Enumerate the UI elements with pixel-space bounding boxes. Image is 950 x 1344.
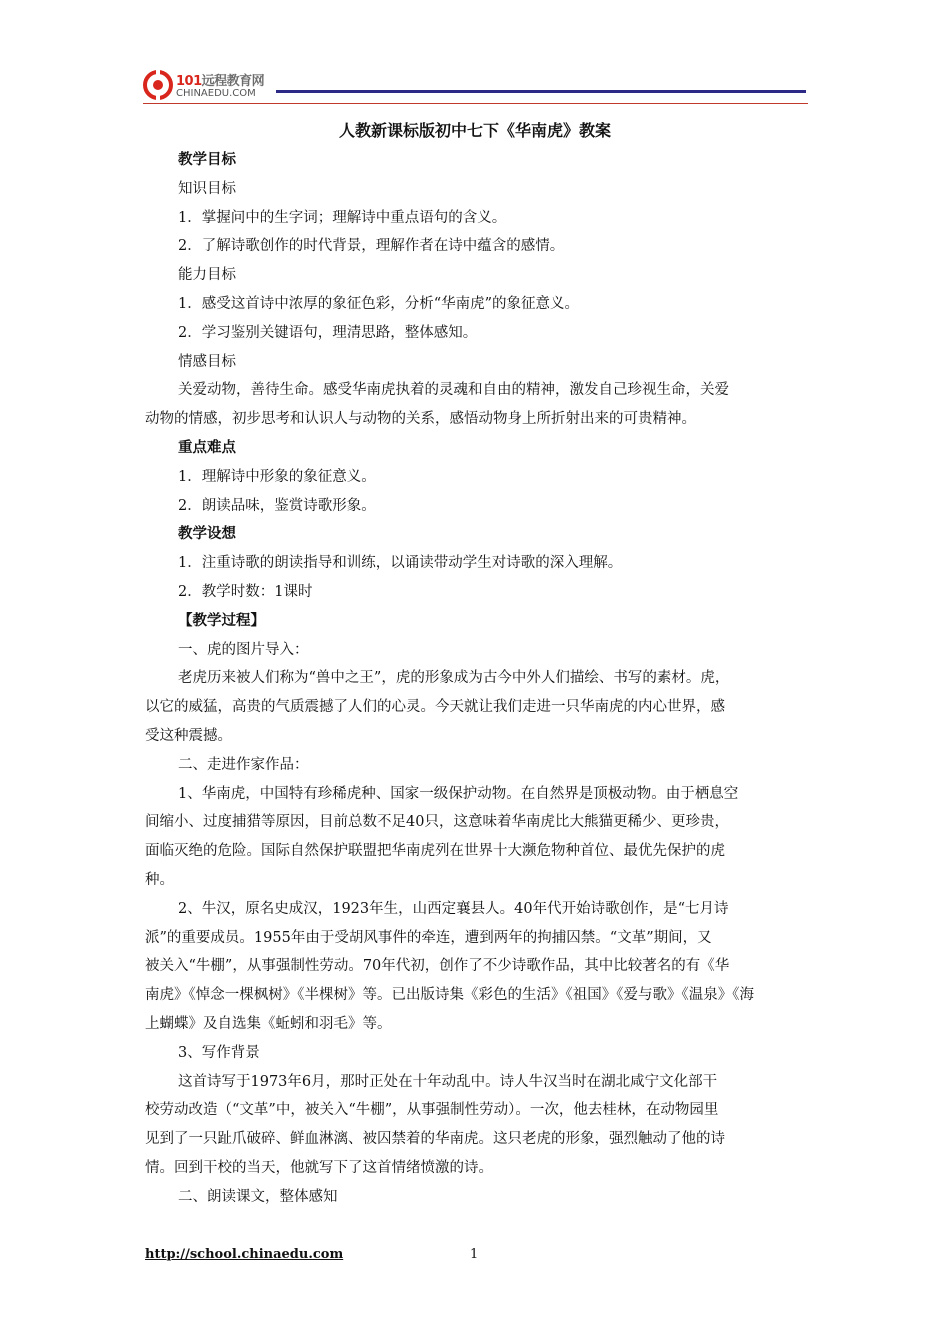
body-line: 1．感受这首诗中浓厚的象征色彩，分析“华南虎”的象征意义。 [178,296,580,312]
section-heading: 教学设想 [178,526,236,543]
page-number: 1 [470,1247,479,1262]
body-line: 派”的重要成员。1955年由于受胡风事件的牵连，遭到两年的拘捕囚禁。“文革”期间，又 [145,929,712,946]
body-line: 2．教学时数：1课时 [178,584,313,600]
body-line: 知识目标 [178,180,236,197]
body-line: 种。 [145,872,174,888]
section-heading: 【教学过程】 [178,612,265,629]
body-line: 情。回到干校的当天，他就写下了这首情绪愤激的诗。 [145,1160,493,1176]
body-line: 间缩小、过度捕猎等原因，目前总数不足40只，这意味着华南虎比大熊猫更稀少、更珍贵， [145,814,729,831]
body-line: 3、写作背景 [178,1044,260,1061]
logo-number: 101 [176,74,202,89]
body-line: 1、华南虎，中国特有珍稀虎种、国家一级保护动物。在自然界是顶极动物。由于栖息空 [178,785,739,802]
body-line: 能力目标 [178,267,236,284]
body-line: 1．理解诗中形象的象征意义。 [178,468,376,485]
body-line: 二、朗读课文，整体感知 [178,1188,338,1205]
body-line: 老虎历来被人们称为“兽中之王”，虎的形象成为古今中外人们描绘、书写的素材。虎， [178,670,730,687]
body-line: 校劳动改造（“文革”中，被关入“牛棚”，从事强制性劳动）。一次，他去桂林，在动物园里 [145,1102,719,1119]
body-line: 2．了解诗歌创作的时代背景，理解作者在诗中蕴含的感情。 [178,238,565,255]
logo-text-en: CHINAEDU.COM [176,88,256,99]
body-line: 二、走进作家作品： [178,756,309,773]
site-header [143,68,808,108]
body-line: 受这种震撼。 [145,728,232,744]
logo-text-cn [176,70,264,89]
body-line: 南虎》《悼念一棵枫树》《半棵树》等。已出版诗集《彩色的生活》《祖国》《爱与歌》《温泉》《海 [145,987,754,1004]
body-line: 关爱动物，善待生命。感受华南虎执着的灵魂和自由的精神，激发自己珍视生命，关爱 [178,382,729,399]
footer-url-link[interactable]: http://school.chinaedu.com [145,1247,344,1262]
body-line: 面临灭绝的危险。国际自然保护联盟把华南虎列在世界十大濒危物种首位、最优先保护的虎 [145,843,725,860]
body-line: 以它的威猛，高贵的气质震撼了人们的心灵。今天就让我们走进一只华南虎的内心世界，感 [145,699,725,716]
section-heading: 重点难点 [178,440,236,456]
body-line: 1．掌握问中的生字词；理解诗中重点语句的含义。 [178,209,507,226]
chinaedu-logo-icon [143,70,173,100]
body-line: 这首诗写于1973年6月，那时正处在十年动乱中。诗人牛汉当时在湖北咸宁文化部干 [178,1073,718,1090]
logo-cn-name: 远程教育网 [201,74,265,89]
body-line: 见到了一只趾爪破碎、鲜血淋漓、被囚禁着的华南虎。这只老虎的形象，强烈触动了他的诗 [145,1131,725,1148]
body-line: 1．注重诗歌的朗读指导和训练，以诵读带动学生对诗歌的深入理解。 [178,555,623,572]
body-line: 2、牛汉，原名史成汉，1923年生，山西定襄县人。40年代开始诗歌创作，是“七月诗 [178,900,729,917]
body-line: 情感目标 [178,353,236,370]
header-rule-blue [276,90,806,93]
body-line: 一、虎的图片导入： [178,641,309,658]
body-line: 被关入“牛棚”，从事强制性劳动。70年代初，创作了不少诗歌作品，其中比较著名的有《华 [145,958,730,975]
body-line: 上蝴蝶》及自选集《蚯蚓和羽毛》等。 [145,1016,392,1032]
body-line: 2．学习鉴别关键语句，理清思路，整体感知。 [178,324,478,341]
section-heading: 教学目标 [178,152,236,168]
document-title: 人教新课标版初中七下《华南虎》教案 [338,121,611,140]
body-line: 动物的情感，初步思考和认识人与动物的关系，感悟动物身上所折射出来的可贵精神。 [145,411,696,428]
body-line: 2．朗读品味，鉴赏诗歌形象。 [178,497,376,514]
header-rule-red [143,103,808,104]
